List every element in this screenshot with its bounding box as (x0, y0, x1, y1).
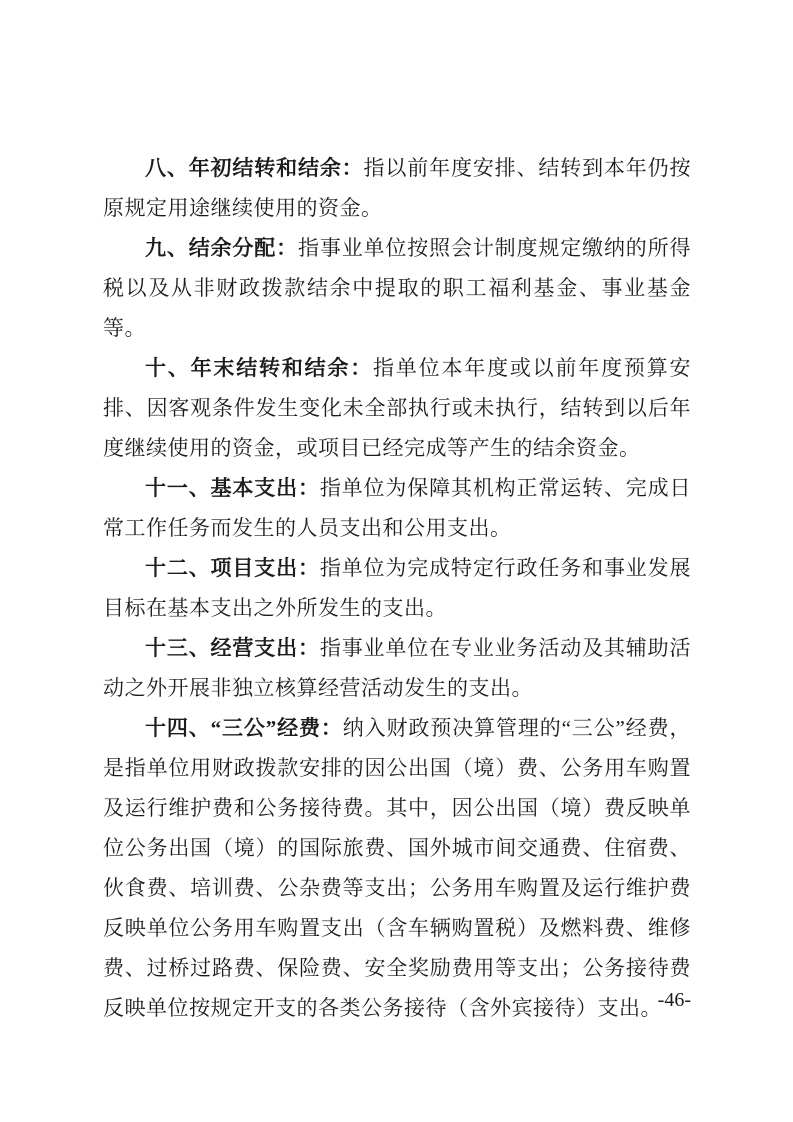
term-definition: 指单位为保障其机构正常运转、完成日常工作任务而发生的人员支出和公用支出。 (103, 476, 692, 540)
document-body (103, 148, 691, 1028)
glossary-paragraph-14 (103, 708, 691, 1028)
term-definition: 指事业单位在专业业务活动及其辅助活动之外开展非独立核算经营活动发生的支出。 (103, 636, 692, 700)
page-number: -46- (657, 989, 691, 1011)
term-label: 十一、基本支出： (145, 476, 320, 500)
term-definition: 指单位本年度或以前年度预算安排、因客观条件发生变化未全部执行或未执行，结转到以后年度继续使用的资金，或项目已经完成等产生的结余资金。 (103, 356, 692, 460)
glossary-paragraph-10 (103, 348, 691, 468)
term-label: 十三、经营支出： (145, 636, 320, 660)
term-label: 九、结余分配： (145, 236, 298, 260)
glossary-paragraph-13 (103, 628, 691, 708)
term-definition: 指单位为完成特定行政任务和事业发展目标在基本支出之外所发生的支出。 (103, 556, 692, 620)
glossary-paragraph-12 (103, 548, 691, 628)
term-label: 十、年末结转和结余： (145, 356, 374, 380)
term-label: 十四、“三公”经费： (145, 716, 343, 740)
term-definition: 指以前年度安排、结转到本年仍按原规定用途继续使用的资金。 (103, 156, 692, 220)
term-label: 十二、项目支出： (145, 556, 320, 580)
term-definition: 纳入财政预决算管理的“三公”经费，是指单位用财政拨款安排的因公出国（境）费、公务用车购置及运行维护费和公务接待费。其中，因公出国（境）费反映单位公务出国（境）的国际旅费、国外城市间交通费、住宿费、伙食费、培训费、公杂费等支出；公务用车购置及运行维护费反映单位公务用车购置支出（含车辆购置税）及燃料费、维修费、过桥过路费、保险费、安全奖励费用等支出；公务接待费反映单位按规定开支的各类公务接待（含外宾接待）支出。 (103, 716, 692, 1020)
term-definition: 指事业单位按照会计制度规定缴纳的所得税以及从非财政拨款结余中提取的职工福利基金、事业基金等。 (103, 236, 692, 340)
glossary-paragraph-9 (103, 228, 691, 348)
term-label: 八、年初结转和结余： (145, 156, 364, 180)
glossary-paragraph-11 (103, 468, 691, 548)
glossary-paragraph-8 (103, 148, 691, 228)
